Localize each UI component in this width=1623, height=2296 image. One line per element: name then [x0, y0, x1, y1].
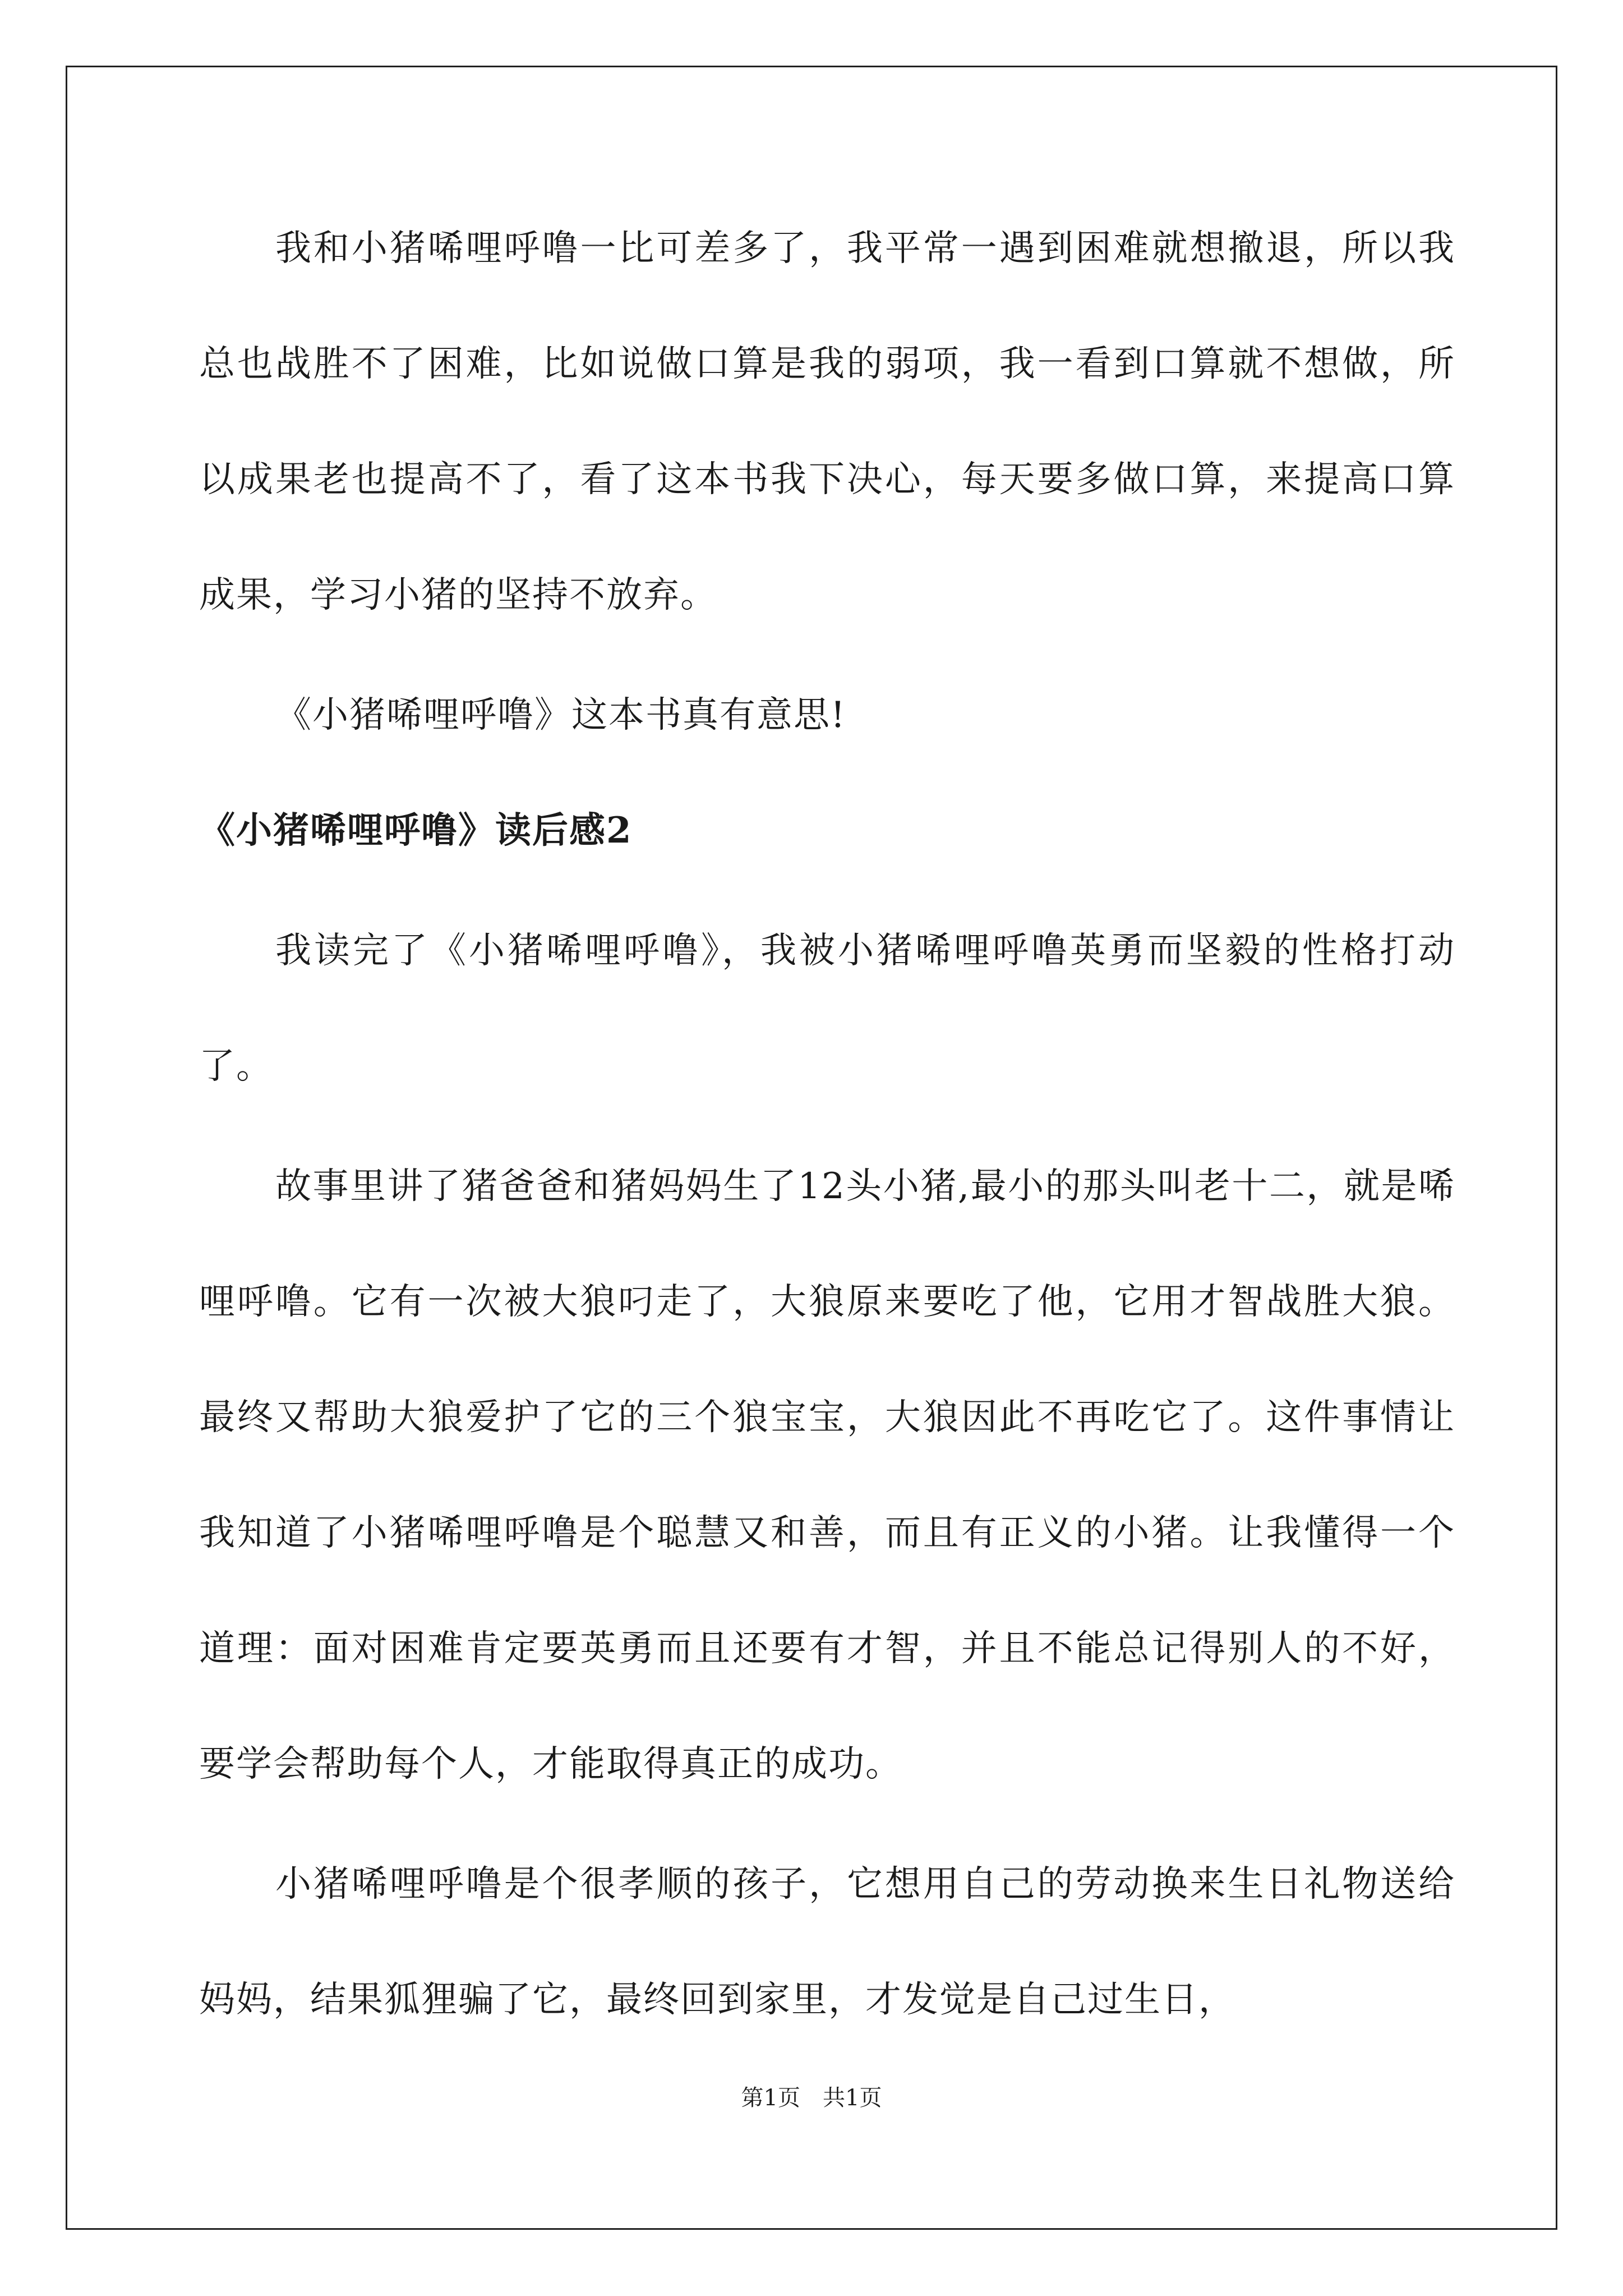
paragraph: 我和小猪唏哩呼噜一比可差多了，我平常一遇到困难就想撤退，所以我总也战胜不了困难，比如说做口算是我的弱项，我一看到口算就不想做，所以成果老也提高不了，看了这本书我下决心，每天要多做口算，来提高口算成果，学习小猪的坚持不放弃。: [199, 228, 1455, 616]
page-footer: 第1页 共1页: [741, 2085, 882, 2111]
paragraph: 我读完了《小猪唏哩呼噜》，我被小猪唏哩呼噜英勇而坚毅的性格打动了。: [199, 930, 1455, 1087]
paragraph: 《小猪唏哩呼噜》这本书真有意思!: [275, 694, 846, 736]
document-body: [199, 191, 1455, 2058]
paragraph: 故事里讲了猪爸爸和猪妈妈生了12头小猪,最小的那头叫老十二，就是唏哩呼噜。它有一次被大狼叼走了，大狼原来要吃了他，它用才智战胜大狼。最终又帮助大狼爱护了它的三个狼宝宝，大狼因此不再吃它了。这件事情让我知道了小猪唏哩呼噜是个聪慧又和善，而且有正义的小猪。让我懂得一个道理：面对困难肯定要英勇而且还要有才智，并且不能总记得别人的不好，要学会帮助每个人，才能取得真正的成功。: [199, 1166, 1455, 1785]
section-title: 《小猪唏哩呼噜》读后感2: [199, 809, 633, 852]
paragraph: 小猪唏哩呼噜是个很孝顺的孩子，它想用自己的劳动换来生日礼物送给妈妈，结果狐狸骗了它，最终回到家里，才发觉是自己过生日，: [199, 1864, 1455, 2021]
